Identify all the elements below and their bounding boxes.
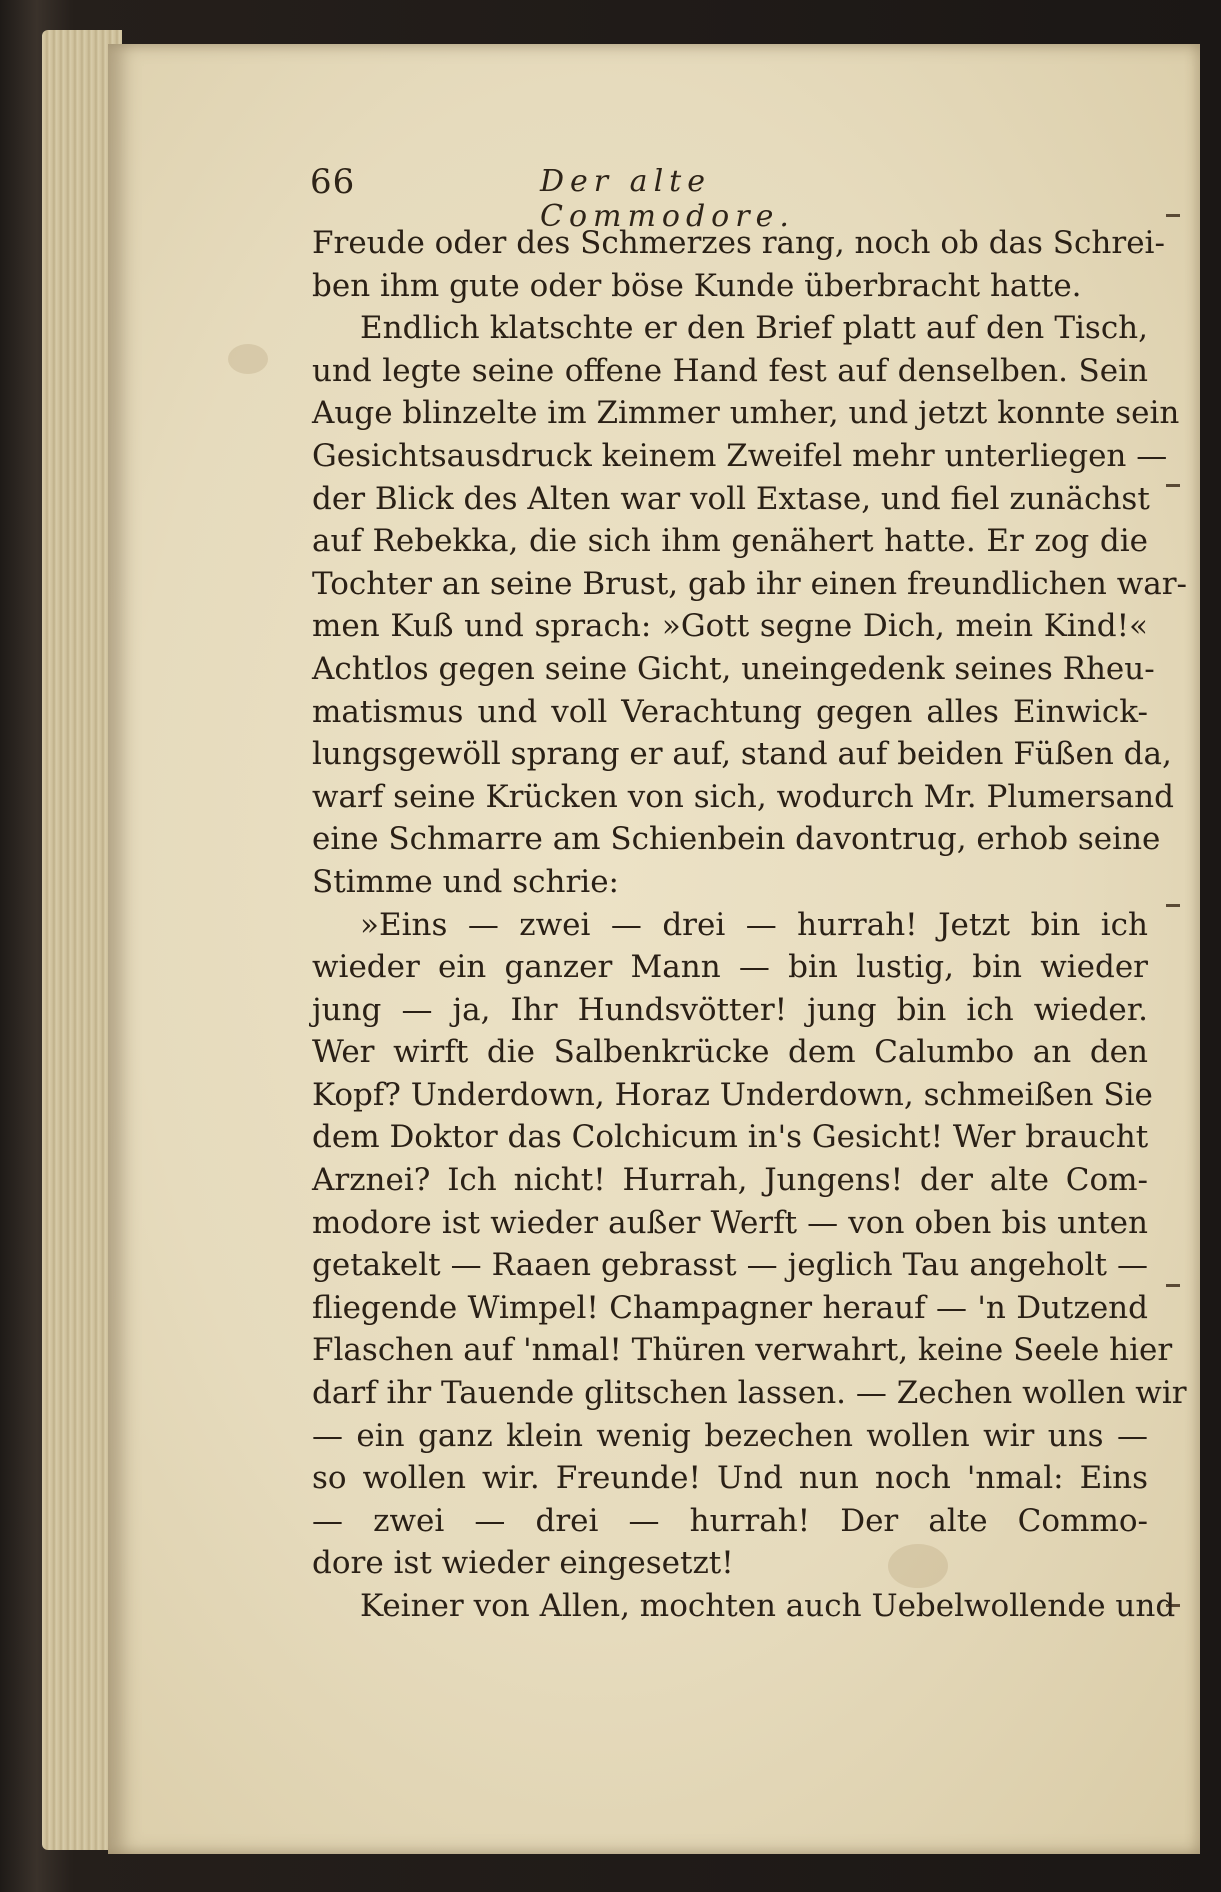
text-line: Auge blinzelte im Zimmer umher, und jetzt konnte sein <box>312 395 1180 432</box>
text-line: der Blick des Alten war voll Extase, und fiel zunächst <box>312 480 1150 517</box>
text-line: wieder ein ganzer Mann — bin lustig, bin wieder <box>312 949 1148 986</box>
page-header <box>310 162 910 234</box>
text-line: Freude oder des Schmerzes rang, noch ob das Schrei- <box>312 225 1165 261</box>
margin-mark <box>1166 214 1180 217</box>
paper-stain <box>228 344 268 374</box>
text-line: ben ihm gute oder böse Kunde überbracht hatte. <box>312 267 1082 304</box>
text-line: matismus und voll Verachtung gegen alles Einwick- <box>312 693 1148 730</box>
text-line: jung — ja, Ihr Hundsvötter! jung bin ich wieder. <box>312 991 1148 1028</box>
text-line: Endlich klatschte er den Brief platt auf den Tisch, <box>360 310 1148 347</box>
text-line: dore ist wieder eingesetzt! <box>312 1545 734 1582</box>
text-line: so wollen wir. Freunde! Und nun noch 'nmal: Eins <box>312 1460 1148 1497</box>
text-line: Wer wirft die Salbenkrücke dem Calumbo an den <box>312 1034 1148 1071</box>
text-line: Arznei? Ich nicht! Hurrah, Jungens! der alte Com- <box>312 1162 1148 1199</box>
text-line: warf seine Krücken von sich, wodurch Mr. Plumersand <box>312 778 1174 815</box>
text-line: dem Doktor das Colchicum in's Gesicht! Wer braucht <box>312 1119 1149 1156</box>
text-line: auf Rebekka, die sich ihm genähert hatte. Er zog die <box>312 523 1148 560</box>
text-line: Achtlos gegen seine Gicht, uneingedenk seines Rheu- <box>312 650 1155 687</box>
page-number: 66 <box>310 162 356 202</box>
text-line: Flaschen auf 'nmal! Thüren verwahrt, keine Seele hier <box>312 1332 1173 1369</box>
text-line: modore ist wieder außer Werft — von oben bis unten <box>312 1204 1148 1241</box>
text-line: Stimme und schrie: <box>312 863 619 900</box>
text-line: Keiner von Allen, mochten auch Uebelwollende und <box>360 1588 1176 1624</box>
text-line: — ein ganz klein wenig bezechen wollen wir uns — <box>312 1417 1148 1454</box>
text-line: Kopf? Underdown, Horaz Underdown, schmeißen Sie <box>312 1076 1153 1113</box>
margin-mark <box>1166 484 1180 487</box>
text-line: — zwei — drei — hurrah! Der alte Commo- <box>312 1502 1148 1539</box>
text-line: men Kuß und sprach: »Gott segne Dich, mein Kind!« <box>312 608 1148 645</box>
text-line: »Eins — zwei — drei — hurrah! Jetzt bin ich <box>360 906 1148 943</box>
running-title: Der alte Commodore. <box>540 164 795 234</box>
text-line: getakelt — Raaen gebrasst — jeglich Tau angeholt — <box>312 1247 1148 1284</box>
text-line: Gesichtsausdruck keinem Zweifel mehr unterliegen — <box>312 437 1168 474</box>
margin-mark <box>1166 904 1180 907</box>
text-line: fliegende Wimpel! Champagner herauf — 'n Dutzend <box>312 1289 1148 1326</box>
body-text <box>312 222 1188 1628</box>
text-line: eine Schmarre am Schienbein davontrug, erhob seine <box>312 821 1161 858</box>
text-line: lungsgewöll sprang er auf, stand auf beiden Füßen da, <box>312 736 1172 773</box>
text-line: darf ihr Tauende glitschen lassen. — Zechen wollen wir <box>312 1375 1187 1412</box>
text-line: Tochter an seine Brust, gab ihr einen freundlichen war- <box>312 565 1188 602</box>
margin-mark <box>1166 1284 1180 1287</box>
text-line: und legte seine offene Hand fest auf denselben. Sein <box>312 352 1148 389</box>
